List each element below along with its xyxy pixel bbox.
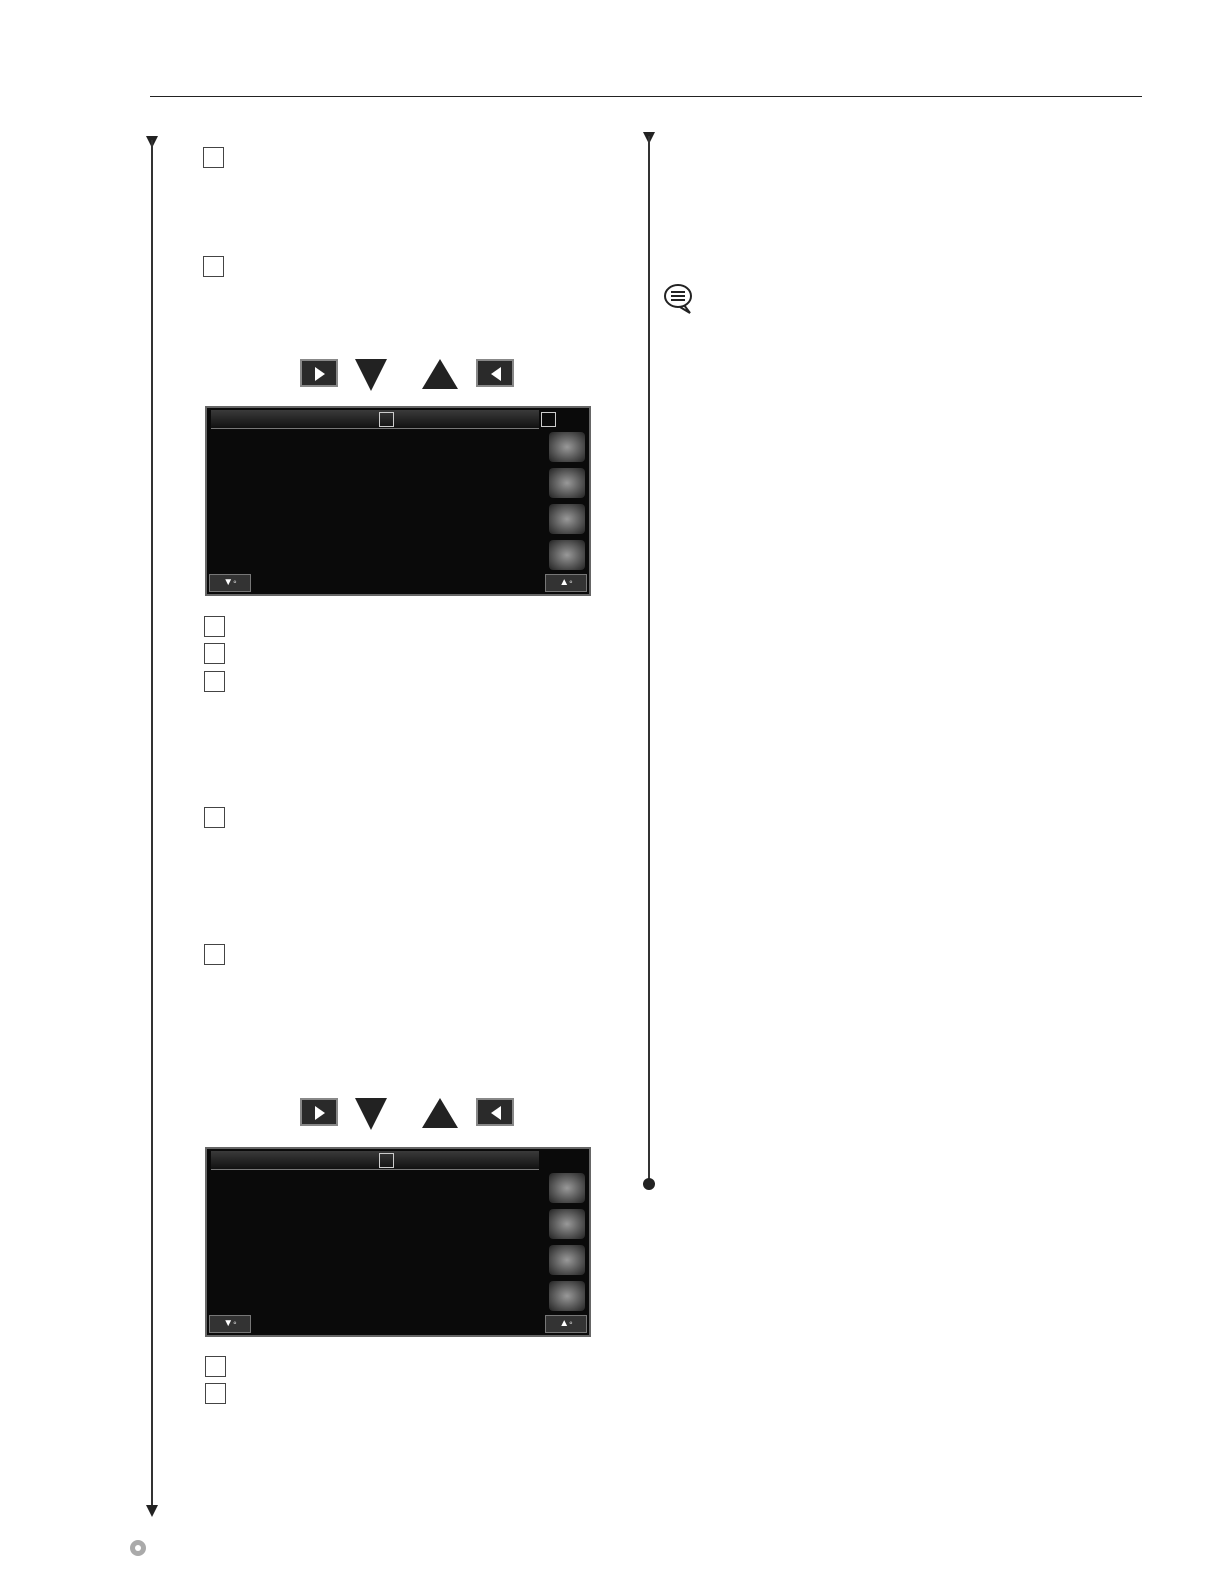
- item-number-box: [204, 807, 225, 828]
- note-speech-bubble-icon: [662, 283, 696, 315]
- item-number-box: [203, 147, 224, 168]
- side-settings-icon: [549, 1209, 585, 1239]
- side-audio-icon: [549, 1245, 585, 1275]
- callout-num: [541, 412, 556, 427]
- side-tools-icon: [549, 540, 585, 570]
- scroll-down-button-icon: ▼◦: [209, 1315, 251, 1333]
- item-number-box: [204, 944, 225, 965]
- side-menu-icon: [549, 1173, 585, 1203]
- flow-end-dot: [643, 1178, 655, 1190]
- header-rule: [150, 96, 1142, 97]
- down-arrow-icon: [355, 359, 387, 391]
- brand-flower-icon: [128, 1538, 148, 1558]
- scroll-up-button-icon: ▲◦: [545, 574, 587, 592]
- up-arrow-icon: [422, 1098, 458, 1128]
- screen-header: [211, 1151, 539, 1170]
- item-number-box: [204, 671, 225, 692]
- next-button-icon: [300, 1098, 338, 1126]
- page-footer: [124, 1538, 152, 1561]
- prev-button-icon: [476, 1098, 514, 1126]
- screen-header: [211, 410, 539, 429]
- side-audio-icon: [549, 504, 585, 534]
- item-number-box: [205, 1356, 226, 1377]
- item-number-box: [205, 1383, 226, 1404]
- flow-end-arrow-icon: [146, 1505, 158, 1517]
- callout-num: [379, 1153, 394, 1168]
- down-arrow-icon: [355, 1098, 387, 1130]
- right-flow-line: [648, 136, 650, 1182]
- monitor-setup-screen-2: [205, 1147, 591, 1337]
- item-number-box: [204, 643, 225, 664]
- item-number-box: [203, 256, 224, 277]
- up-arrow-icon: [422, 359, 458, 389]
- left-flow-line: [151, 140, 153, 1505]
- prev-button-icon: [476, 359, 514, 387]
- item-number-box: [204, 616, 225, 637]
- side-menu-icon: [549, 432, 585, 462]
- nav-symbol-row: [300, 355, 520, 391]
- side-tools-icon: [549, 1281, 585, 1311]
- scroll-up-button-icon: ▲◦: [545, 1315, 587, 1333]
- monitor-setup-screen-1: [205, 406, 591, 596]
- callout-num: [379, 412, 394, 427]
- side-settings-icon: [549, 468, 585, 498]
- nav-symbol-row: [300, 1094, 520, 1130]
- scroll-down-button-icon: ▼◦: [209, 574, 251, 592]
- next-button-icon: [300, 359, 338, 387]
